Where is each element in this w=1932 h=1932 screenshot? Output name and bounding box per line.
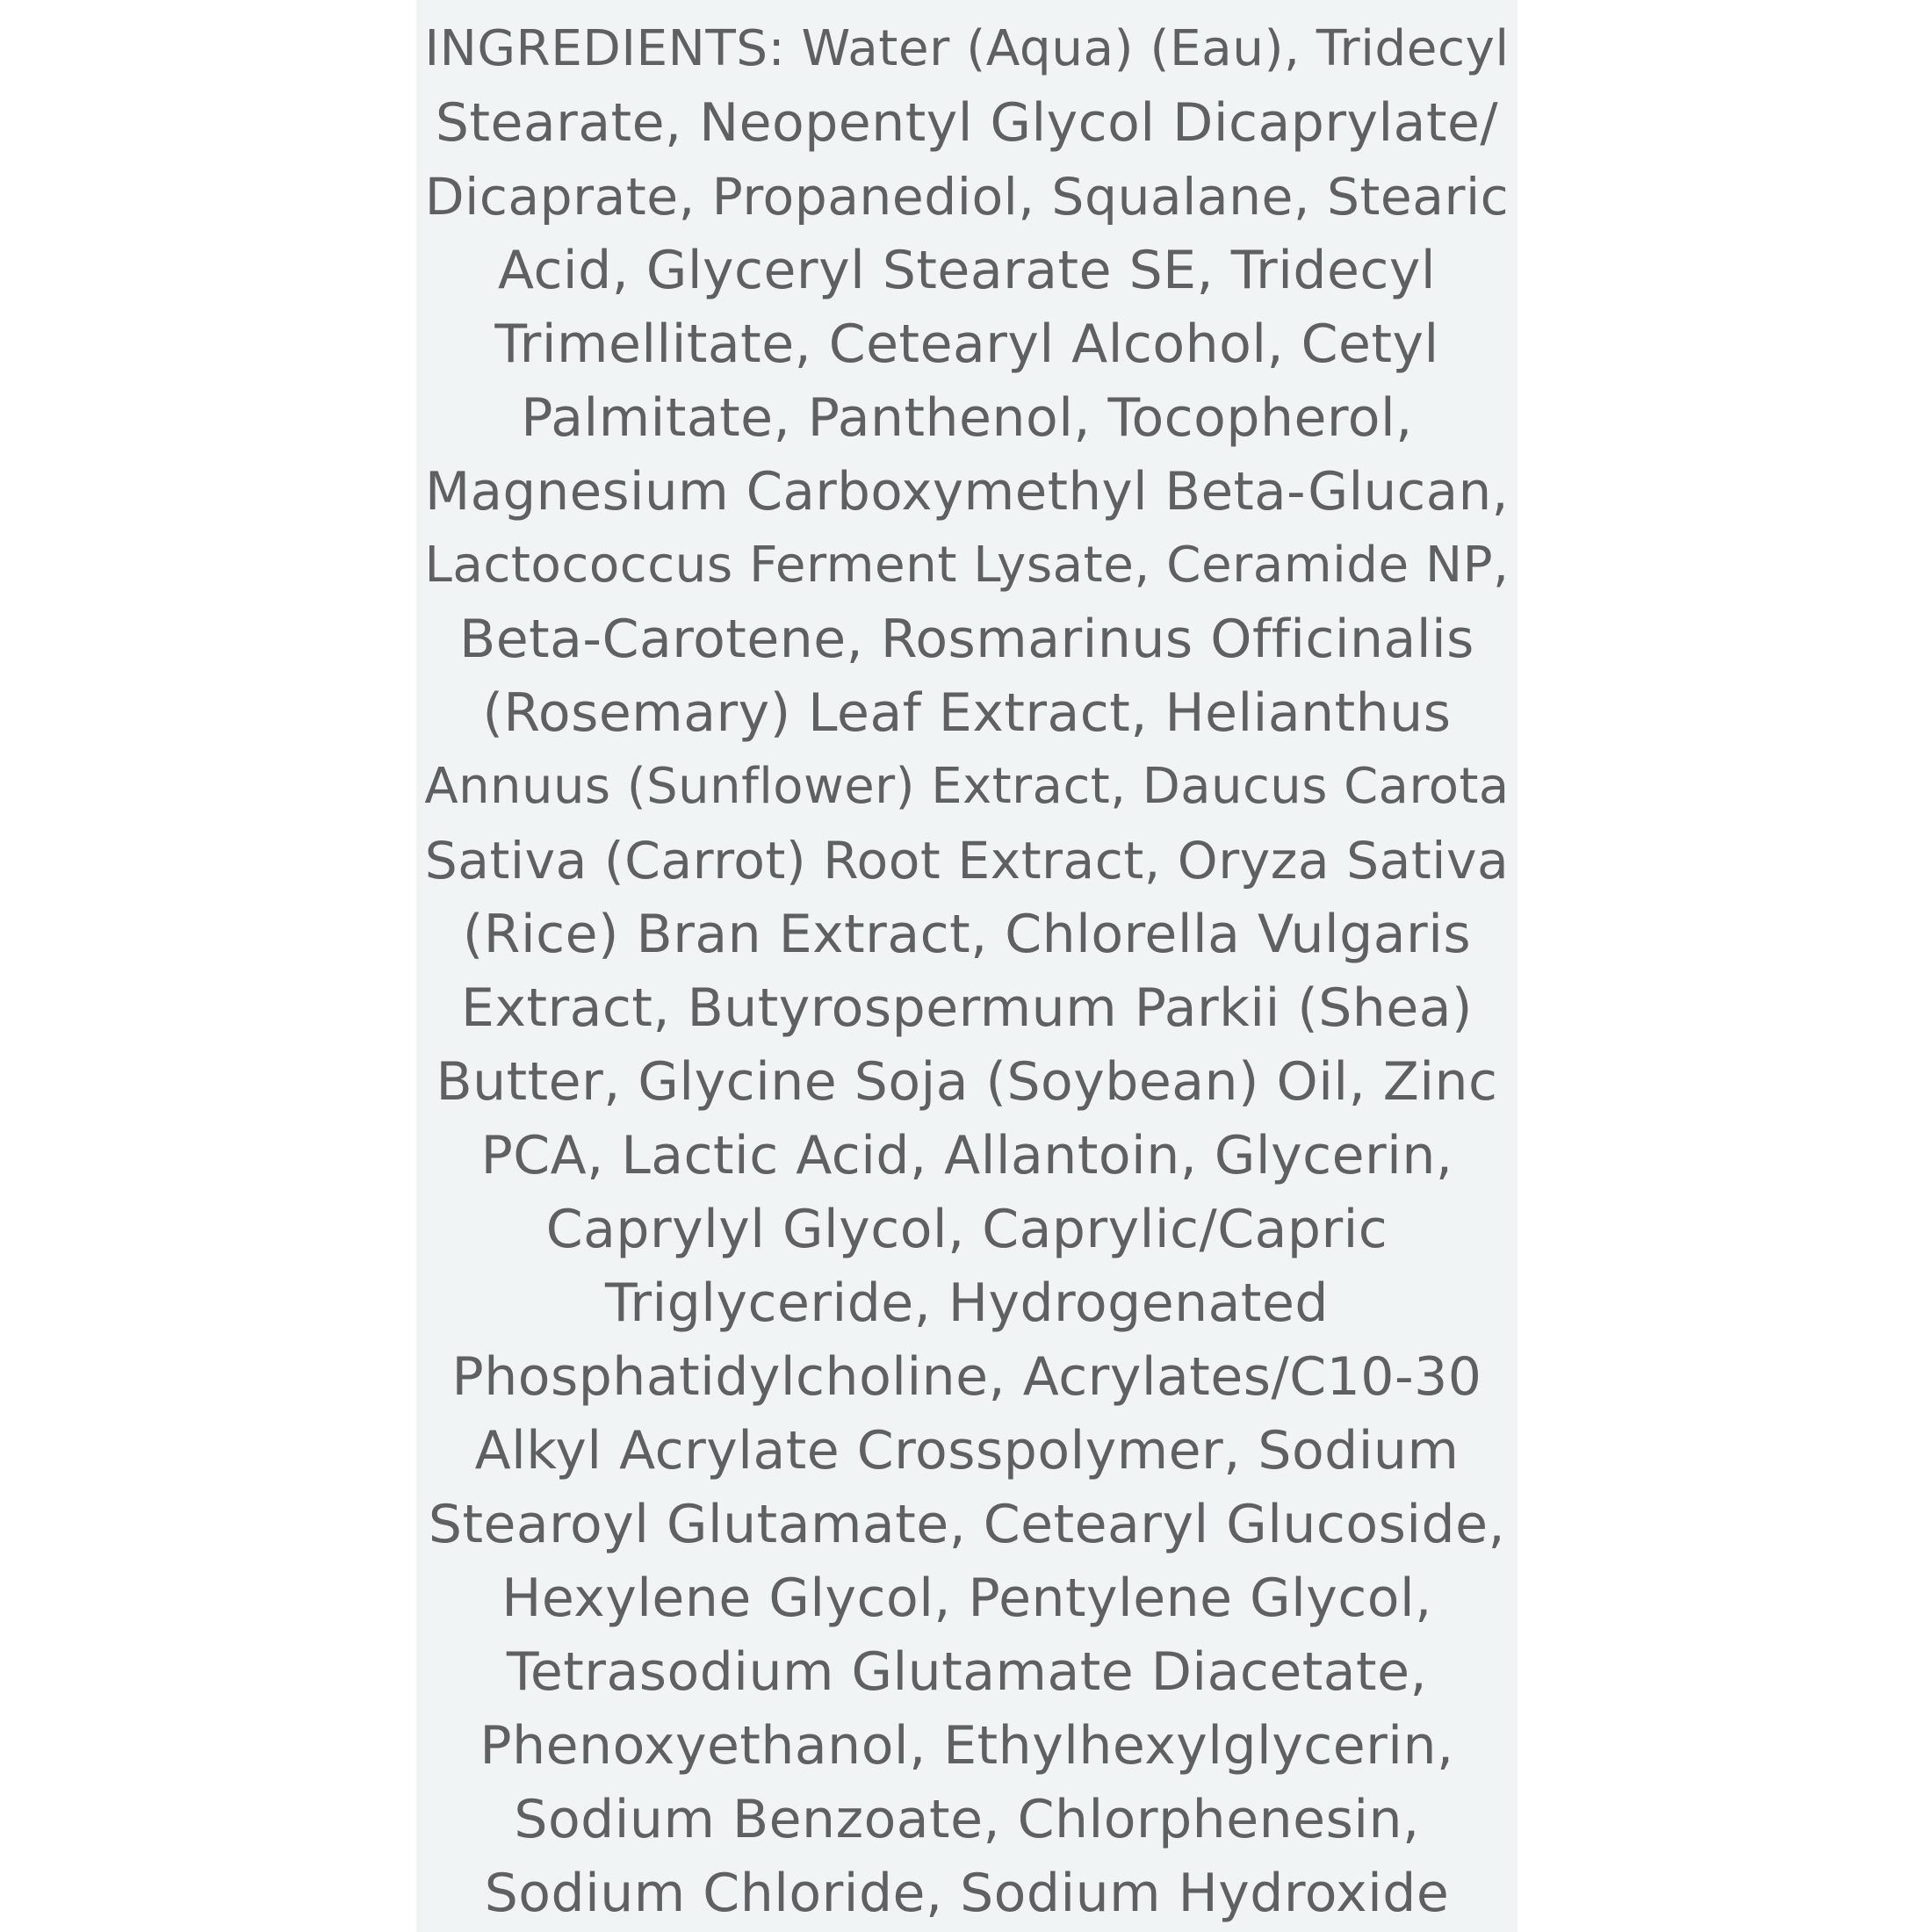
ingredients-line: PCA, Lactic Acid, Allantoin, Glycerin, bbox=[480, 1125, 1453, 1186]
ingredients-line: Extract, Butyrospermum Parkii (Shea) bbox=[461, 977, 1473, 1039]
ingredients-line: Stearate, Neopentyl Glycol Dicaprylate/ bbox=[435, 92, 1499, 154]
ingredients-line: Lactococcus Ferment Lysate, Ceramide NP, bbox=[424, 537, 1510, 594]
ingredients-line: Trimellitate, Cetearyl Alcohol, Cetyl bbox=[494, 314, 1439, 375]
ingredients-line: Stearoyl Glutamate, Cetearyl Glucoside, bbox=[428, 1494, 1506, 1555]
ingredients-line: INGREDIENTS: Water (Aqua) (Eau), Tridecyl bbox=[424, 20, 1510, 77]
ingredients-line: Triglyceride, Hydrogenated bbox=[605, 1272, 1329, 1334]
ingredients-line: (Rice) Bran Extract, Chlorella Vulgaris bbox=[462, 904, 1472, 965]
ingredients-line: Acid, Glyceryl Stearate SE, Tridecyl bbox=[497, 240, 1437, 301]
ingredients-line: Sodium Benzoate, Chlorphenesin, bbox=[514, 1789, 1420, 1850]
ingredients-line: Phosphatidylcholine, Acrylates/C10-30 bbox=[451, 1346, 1482, 1408]
ingredients-line: Annuus (Sunflower) Extract, Daucus Carota bbox=[424, 758, 1510, 815]
ingredients-line: Dicaprate, Propanediol, Squalane, Stearic bbox=[424, 167, 1510, 227]
ingredients-list bbox=[416, 12, 1517, 1930]
ingredients-line: Caprylyl Glycol, Caprylic/Capric bbox=[545, 1199, 1388, 1260]
ingredients-line: Alkyl Acrylate Crosspolymer, Sodium bbox=[474, 1420, 1460, 1481]
ingredients-line: Palmitate, Panthenol, Tocopherol, bbox=[521, 387, 1413, 449]
ingredients-line: Butter, Glycine Soja (Soybean) Oil, Zinc bbox=[436, 1051, 1498, 1113]
ingredients-line: Sativa (Carrot) Root Extract, Oryza Sativa bbox=[424, 831, 1510, 890]
ingredients-line: Hexylene Glycol, Pentylene Glycol, bbox=[501, 1568, 1432, 1629]
ingredients-line: Phenoxyethanol, Ethylhexylglycerin, bbox=[479, 1715, 1454, 1777]
ingredients-line: Beta-Carotene, Rosmarinus Officinalis bbox=[459, 609, 1474, 670]
ingredients-line: (Rosemary) Leaf Extract, Helianthus bbox=[482, 682, 1452, 744]
ingredients-line: Sodium Chloride, Sodium Hydroxide bbox=[484, 1863, 1450, 1924]
ingredients-line: Magnesium Carboxymethyl Beta-Glucan, bbox=[424, 461, 1510, 522]
ingredients-line: Tetrasodium Glutamate Diacetate, bbox=[506, 1641, 1428, 1703]
